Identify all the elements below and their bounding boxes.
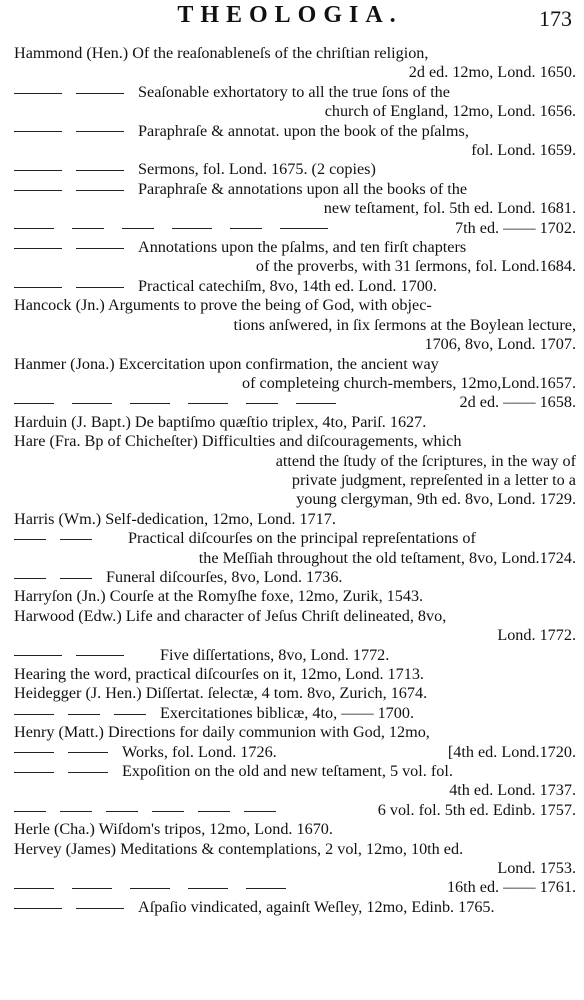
- catalog-entry: [14, 413, 576, 432]
- ditto-dash: [14, 752, 54, 753]
- entry-line: 7th ed. —— 1702.: [455, 218, 576, 237]
- entry-line: Paraphraſe & annotations upon all the books of the: [138, 179, 468, 198]
- entry-continuation: Lond. 1753.: [497, 859, 576, 878]
- ditto-dash: [76, 131, 124, 132]
- entry-line: Herle (Cha.) Wiſdom's tripos, 12mo, Lond. 1670.: [14, 820, 333, 839]
- entry-continuation: new teſtament, fol. 5th ed. Lond. 1681.: [323, 199, 576, 218]
- catalog-entry: [14, 820, 576, 839]
- ditto-dash: [60, 578, 92, 579]
- catalog-entry: [14, 840, 576, 879]
- ditto-dash: [280, 228, 328, 229]
- ditto-dash: [68, 714, 100, 715]
- ditto-dash: [72, 888, 112, 889]
- entry-line: Hearing the word, practical diſcourſes on it, 12mo, Lond. 1713.: [14, 665, 424, 683]
- ditto-dash: [14, 908, 62, 909]
- catalog-entry: [14, 665, 576, 684]
- ditto-dash: [14, 287, 62, 288]
- catalog-entry: [14, 219, 576, 238]
- entry-line: Practical catechiſm, 8vo, 14th ed. Lond. 1700.: [138, 276, 437, 295]
- catalog-entry: [14, 355, 576, 394]
- entry-line: Aſpaſio vindicated, againſt Weſley, 12mo, Edinb. 1765.: [138, 897, 495, 916]
- catalog-entry: [14, 684, 576, 703]
- catalog-entries: [14, 44, 576, 917]
- catalog-entry: [14, 83, 576, 122]
- entry-line: Hanmer (Jona.) Excercitation upon confirmation, the ancient way: [14, 354, 439, 373]
- catalog-entry: [14, 743, 576, 762]
- entry-continuation: 4th ed. Lond. 1737.: [449, 781, 576, 800]
- entry-continuation: the Meſſiah throughout the old teſtament, 8vo, Lond.1724.: [198, 548, 576, 567]
- ditto-dash: [76, 170, 124, 171]
- ditto-dash: [14, 714, 54, 715]
- page-header: [0, 2, 584, 38]
- entry-line: Funeral diſcourſes, 8vo, Lond. 1736.: [106, 567, 343, 586]
- ditto-dash: [188, 888, 228, 889]
- ditto-dash: [72, 403, 112, 404]
- ditto-dash: [122, 228, 154, 229]
- ditto-dash: [246, 888, 286, 889]
- entry-line: Hancock (Jn.) Arguments to prove the being of God, with objec-: [14, 296, 432, 315]
- entry-line: Annotations upon the pſalms, and ten firſt chapters: [138, 238, 467, 257]
- ditto-dash: [14, 539, 46, 540]
- catalog-entry: [14, 432, 576, 510]
- catalog-entry: [14, 122, 576, 161]
- ditto-dash: [14, 578, 46, 579]
- ditto-dash: [76, 287, 124, 288]
- entry-line: Exercitationes biblicæ, 4to, —— 1700.: [160, 703, 415, 722]
- ditto-dash: [172, 228, 212, 229]
- page-number: 173: [539, 6, 572, 31]
- ditto-dash: [60, 539, 92, 540]
- entry-continuation: 1706, 8vo, Lond. 1707.: [424, 335, 576, 354]
- entry-continuation: Lond. 1772.: [497, 626, 576, 645]
- catalog-entry: [14, 587, 576, 606]
- catalog-entry: [14, 160, 576, 179]
- ditto-dash: [114, 714, 146, 715]
- ditto-dash: [106, 811, 138, 812]
- page-title: THEOLOGIA.: [177, 2, 403, 28]
- entry-line: Seaſonable exhortatory to all the true ſons of the: [138, 82, 450, 101]
- catalog-entry: [14, 393, 576, 412]
- catalog-entry: [14, 704, 576, 723]
- ditto-dash: [130, 403, 170, 404]
- ditto-dash: [14, 131, 62, 132]
- ditto-dash: [188, 403, 228, 404]
- catalog-entry: [14, 898, 576, 917]
- ditto-dash: [76, 655, 124, 656]
- entry-line: Five diſſertations, 8vo, Lond. 1772.: [160, 645, 390, 664]
- ditto-dash: [14, 228, 54, 229]
- entry-note: [4th ed. Lond.1720.: [447, 742, 576, 761]
- entry-continuation: young clergyman, 9th ed. 8vo, Lond. 1729.: [296, 490, 576, 509]
- ditto-dash: [198, 811, 230, 812]
- ditto-dash: [14, 248, 62, 249]
- ditto-dash: [14, 93, 62, 94]
- entry-continuation: 2d ed. 12mo, Lond. 1650.: [408, 63, 576, 82]
- catalog-entry: [14, 646, 576, 665]
- entry-continuation: attend the ſtudy of the ſcriptures, in the way of: [275, 451, 576, 470]
- entry-line: Harduin (J. Bapt.) De baptiſmo quæſtio triplex, 4to, Pariſ. 1627.: [14, 412, 427, 431]
- ditto-dash: [76, 93, 124, 94]
- entry-line: Harryſon (Jn.) Courſe at the Romyſhe foxe, 12mo, Zurik, 1543.: [14, 587, 424, 606]
- catalog-entry: [14, 277, 576, 296]
- catalog-entry: [14, 238, 576, 277]
- entry-continuation: of the proverbs, with 31 ſermons, fol. Lond.1684.: [255, 257, 576, 276]
- ditto-dash: [68, 752, 108, 753]
- ditto-dash: [296, 403, 336, 404]
- entry-line: Works, fol. Lond. 1726.: [122, 742, 277, 761]
- entry-line: 16th ed. —— 1761.: [446, 878, 576, 897]
- ditto-dash: [14, 403, 54, 404]
- entry-line: Hare (Fra. Bp of Chicheſter) Difficulties and diſcouragements, which: [14, 432, 462, 451]
- ditto-dash: [14, 170, 62, 171]
- entry-continuation: church of England, 12mo, Lond. 1656.: [324, 102, 576, 121]
- entry-line: Heidegger (J. Hen.) Diſſertat. ſelectæ, 4 tom. 8vo, Zurich, 1674.: [14, 684, 428, 703]
- entry-line: Sermons, fol. Lond. 1675. (2 copies): [138, 160, 376, 179]
- ditto-dash: [76, 908, 124, 909]
- entry-line: Expoſition on the old and new teſtament, 5 vol. fol.: [122, 762, 453, 781]
- ditto-dash: [14, 190, 62, 191]
- catalog-entry: [14, 529, 576, 568]
- catalog-entry: [14, 723, 576, 742]
- entry-continuation: private judgment, repreſented in a letter to a: [291, 470, 576, 489]
- entry-line: 2d ed. —— 1658.: [459, 393, 576, 412]
- ditto-dash: [14, 888, 54, 889]
- entry-line: Henry (Matt.) Directions for daily communion with God, 12mo,: [14, 723, 430, 742]
- catalog-entry: [14, 801, 576, 820]
- entry-line: 6 vol. fol. 5th ed. Edinb. 1757.: [377, 800, 576, 819]
- entry-line: Practical diſcourſes on the principal repreſentations of: [128, 529, 476, 548]
- ditto-dash: [244, 811, 276, 812]
- entry-continuation: tions anſwered, in ſix ſermons at the Boylean lecture,: [233, 315, 576, 334]
- ditto-dash: [14, 772, 54, 773]
- ditto-dash: [76, 190, 124, 191]
- ditto-dash: [68, 772, 108, 773]
- ditto-dash: [14, 655, 62, 656]
- entry-line: Paraphraſe & annotat. upon the book of the pſalms,: [138, 121, 469, 140]
- catalog-entry: [14, 180, 576, 219]
- ditto-dash: [14, 811, 46, 812]
- ditto-dash: [60, 811, 92, 812]
- entry-line: Hervey (James) Meditations & contemplations, 2 vol, 12mo, 10th ed.: [14, 839, 464, 858]
- ditto-dash: [130, 888, 170, 889]
- entry-continuation: of completeing church-members, 12mo,Lond.1657.: [241, 373, 576, 392]
- ditto-dash: [152, 811, 184, 812]
- entry-continuation: fol. Lond. 1659.: [471, 141, 576, 160]
- ditto-dash: [230, 228, 262, 229]
- catalog-entry: [14, 762, 576, 801]
- ditto-dash: [72, 228, 104, 229]
- catalog-entry: [14, 44, 576, 83]
- ditto-dash: [76, 248, 124, 249]
- entry-line: Harris (Wm.) Self-dedication, 12mo, Lond. 1717.: [14, 509, 336, 528]
- catalog-entry: [14, 296, 576, 354]
- catalog-entry: [14, 607, 576, 646]
- entry-line: Hammond (Hen.) Of the reaſonableneſs of the chriſtian religion,: [14, 44, 429, 62]
- ditto-dash: [246, 403, 278, 404]
- catalog-entry: [14, 568, 576, 587]
- catalog-entry: [14, 878, 576, 897]
- entry-line: Harwood (Edw.) Life and character of Jeſus Chriſt delineated, 8vo,: [14, 606, 447, 625]
- catalog-entry: [14, 510, 576, 529]
